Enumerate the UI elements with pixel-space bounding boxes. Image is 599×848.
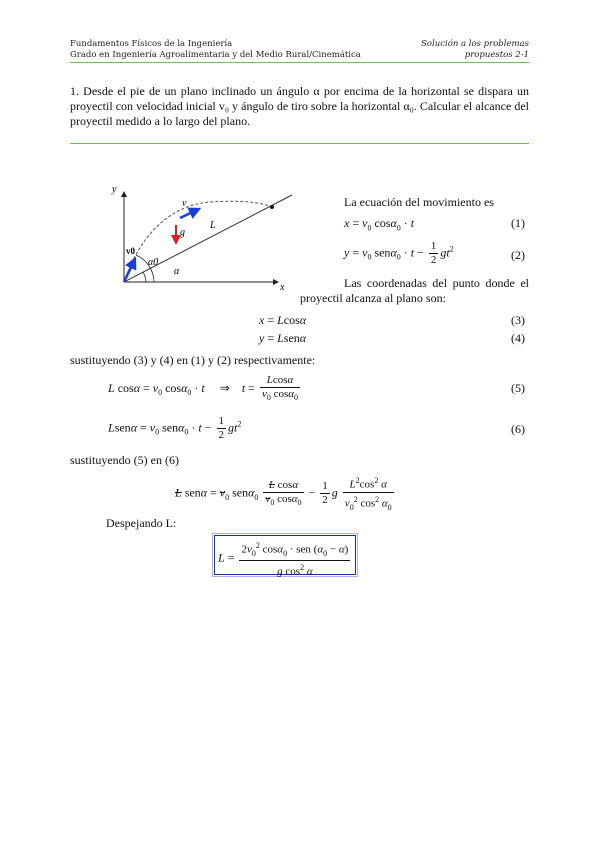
equation-3-number: (3) bbox=[511, 313, 525, 327]
equation-4-number: (4) bbox=[511, 331, 525, 345]
inclined-plane-line bbox=[124, 195, 292, 282]
equation-2-number: (2) bbox=[511, 248, 525, 262]
g-label: g bbox=[180, 227, 185, 238]
equation-2: $y = v_0$ senα$_0$ · t − $\frac{1}{2}$ $gt^2$ bbox=[344, 240, 454, 266]
equation-6-number: (6) bbox=[511, 422, 525, 436]
v-label: v bbox=[182, 198, 187, 209]
alpha-label: α bbox=[174, 266, 180, 277]
y-axis-label: y bbox=[112, 184, 117, 195]
equation-3: x = Lcosα bbox=[259, 313, 307, 327]
alpha-arc bbox=[143, 272, 146, 282]
impact-point bbox=[270, 205, 274, 209]
equation-result: L = $\frac{2v_0^2 \cos\alpha_0 \cdot sen (\alpha_0 - \alpha)}{g \cos^2 \alpha}$ bbox=[218, 541, 349, 578]
header-right: Solución a los problemas propuestos 2-1 bbox=[421, 39, 529, 60]
equation-4: y = Lsenα bbox=[259, 331, 307, 345]
problem-rule bbox=[70, 143, 529, 144]
L-label: L bbox=[210, 220, 216, 231]
substitution-1-text: sustituyendo (3) y (4) en (1) y (2) respectivamente: bbox=[70, 353, 316, 367]
projectile-figure bbox=[100, 180, 300, 295]
substitution-2-text: sustituyendo (5) en (6) bbox=[70, 453, 179, 467]
header-rule bbox=[70, 62, 529, 63]
motion-intro: La ecuación del movimiento es bbox=[344, 195, 494, 209]
x-axis-label: x bbox=[280, 282, 285, 293]
equation-1: $x = v_0$ cosα$_0$ · t bbox=[344, 216, 415, 233]
trajectory-curve bbox=[124, 201, 272, 282]
v-arrow bbox=[180, 209, 199, 218]
equation-6: Lsenα = $v_0$ senα$_0$ · t − $\frac{1}{2}$ $gt^2$ bbox=[108, 415, 242, 441]
v0-label: v0 bbox=[126, 246, 135, 256]
alpha0-label: α0 bbox=[148, 257, 159, 268]
header-left-line1: Fundamentos Físicos de la Ingeniería bbox=[70, 39, 233, 49]
equation-5: L $\cos\alpha = v_0$ cosα$_0$ · t ⇒ t = $\frac{Lcos\alpha}{v_0 \cos\alpha_0}$ bbox=[108, 374, 299, 403]
problem-statement: 1. Desde el pie de un plano inclinado un ángulo α por encima de la horizontal se dispara un proyectil con velocidad inicial v₀ y ángulo de tiro sobre la horizontal α₀. Calcular el alcance del proyectil medido a lo largo del plano. bbox=[70, 84, 529, 128]
coords-text: Las coordenadas del punto donde el proyectil alcanza al plano son: bbox=[300, 276, 529, 305]
despejando-text: Despejando L: bbox=[106, 516, 177, 530]
equation-5-number: (5) bbox=[511, 381, 525, 395]
v0-arrow bbox=[124, 259, 135, 282]
equation-1-number: (1) bbox=[511, 216, 525, 230]
header-left-line2: Grado en Ingeniería Agroalimentaria y del Medio Rural/Cinemática bbox=[70, 50, 361, 60]
equation-substituted: L $sen\alpha = v_0$ senα$_0$ $\frac{\text{L cosα}}{v_0 \cos\alpha_0}$ − $\frac{1}{2}$ g $\frac{L^2\cos^2 \alpha}{v_0^2 \cos^2 \alpha_0}$ bbox=[175, 476, 392, 512]
